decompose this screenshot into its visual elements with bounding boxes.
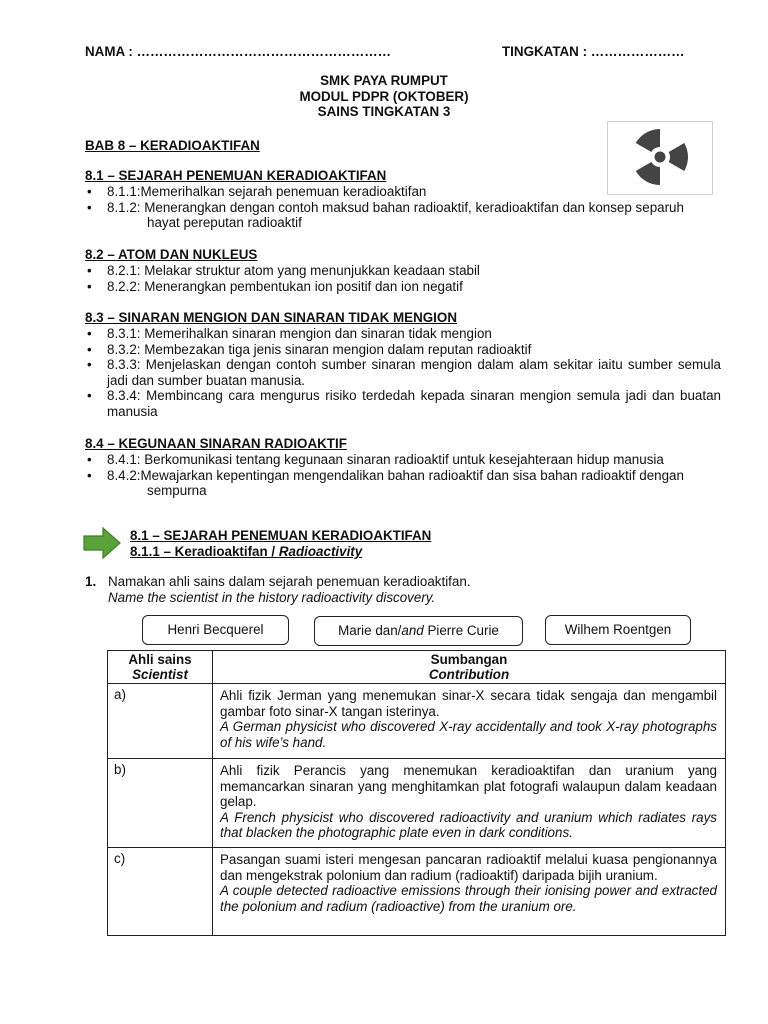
list-item: • 8.3.1: Memerihalkan sinaran mengion dan sinaran tidak mengion [85,326,721,342]
list-item: • 8.2.2: Menerangkan pembentukan ion positif dan ion negatif [85,279,721,295]
table-row [108,759,726,848]
section-title-8-4: 8.4 – KEGUNAAN SINARAN RADIOAKTIF [85,436,347,451]
scientist-option-roentgen: Wilhem Roentgen [545,615,691,645]
scientist-option-curie: Marie dan/ and Pierre Curie [314,616,523,646]
list-item: • 8.2.1: Melakar struktur atom yang menunjukkan keadaan stabil [85,263,721,279]
list-item: • 8.3.4: Membincang cara mengurus risiko terdedah kepada sinaran mengion semula jadi dan buatan manusia [85,388,721,419]
question-number: 1. [85,574,97,589]
chapter-title: BAB 8 – KERADIOAKTIFAN [85,138,260,153]
answer-cell[interactable]: b) [108,759,213,848]
list-item: • 8.4.2:Mewajarkan kepentingan mengendalikan bahan radioaktif dan sisa bahan radioaktif dengan sempurna [85,468,721,499]
contribution-cell: Ahli fizik Jerman yang menemukan sinar-X secara tidak sengaja dan mengambil gambar foto sinar-X tangan isterinya. A German physicist who discovered X-ray accidentally and took X-ray photographs of his wife’s hand. [213,684,726,759]
objective-list-8-2 [85,263,721,294]
list-item: • 8.3.3: Menjelaskan dengan contoh sumber sinaran mengion dalam alam sekitar iaitu sumber semula jadi dan sumber buatan manusia. [85,357,721,388]
form-field-label: TINGKATAN : ………………… [502,44,685,59]
list-item: • 8.3.2: Membezakan tiga jenis sinaran mengion dalam reputan radioaktif [85,342,721,358]
header-contribution: Sumbangan Contribution [213,651,726,684]
name-field-label: NAMA : ………………………………………………… [85,44,391,59]
answer-cell[interactable]: c) [108,847,213,935]
objective-list-8-4 [85,452,721,499]
list-item: • 8.4.1: Berkomunikasi tentang kegunaan sinaran radioaktif untuk kesejahteraan hidup manusia [85,452,721,468]
section-title-8-3: 8.3 – SINARAN MENGION DAN SINARAN TIDAK MENGION [85,310,457,325]
section-title-8-2: 8.2 – ATOM DAN NUKLEUS [85,247,258,262]
document-title [0,73,768,120]
objective-list-8-1 [85,184,721,231]
header-scientist: Ahli sains Scientist [108,651,213,684]
objective-list-8-3 [85,326,721,420]
table-header-row [108,651,726,684]
list-item: • 8.1.1:Memerihalkan sejarah penemuan keradioaktifan [85,184,721,200]
school-name: SMK PAYA RUMPUT [320,73,448,88]
table-row [108,847,726,935]
contribution-table [107,650,726,936]
right-arrow-icon [83,527,121,559]
section-title-8-1: 8.1 – SEJARAH PENEMUAN KERADIOAKTIFAN [85,168,387,183]
question-text: Namakan ahli sains dalam sejarah penemuan keradioaktifan. [108,574,471,589]
subject-name: SAINS TINGKATAN 3 [317,104,451,120]
answer-cell[interactable]: a) [108,684,213,759]
subtopic-subtitle: 8.1.1 – Keradioaktifan / Radioactivity [130,544,363,559]
subtopic-title: 8.1 – SEJARAH PENEMUAN KERADIOAKTIFAN [130,528,432,543]
table-row [108,684,726,759]
list-item: • 8.1.2: Menerangkan dengan contoh maksud bahan radioaktif, keradioaktifan dan konsep separuh hayat pereputan radioaktif [85,200,721,231]
scientist-option-becquerel: Henri Becquerel [142,615,289,645]
contribution-cell: Ahli fizik Perancis yang menemukan keradioaktifan dan uranium yang memancarkan sinaran yang menghitamkan plat fotografi walaupun dalam keadaan gelap. A French physicist who discovered radioactivity and uranium which radiates rays that blacken the photographic plate even in dark conditions. [213,759,726,848]
question-text-english: Name the scientist in the history radioactivity discovery. [108,590,436,605]
contribution-cell: Pasangan suami isteri mengesan pancaran radioaktif melalui kuasa pengionannya dan mengekstrak polonium dan radium (radioaktif) daripada bijih uranium. A couple detected radioactive emissions through their ionising power and extracted the polonium and radium (radioactive) from the uranium ore. [213,847,726,935]
module-name: MODUL PDPR (OKTOBER) [299,88,469,104]
